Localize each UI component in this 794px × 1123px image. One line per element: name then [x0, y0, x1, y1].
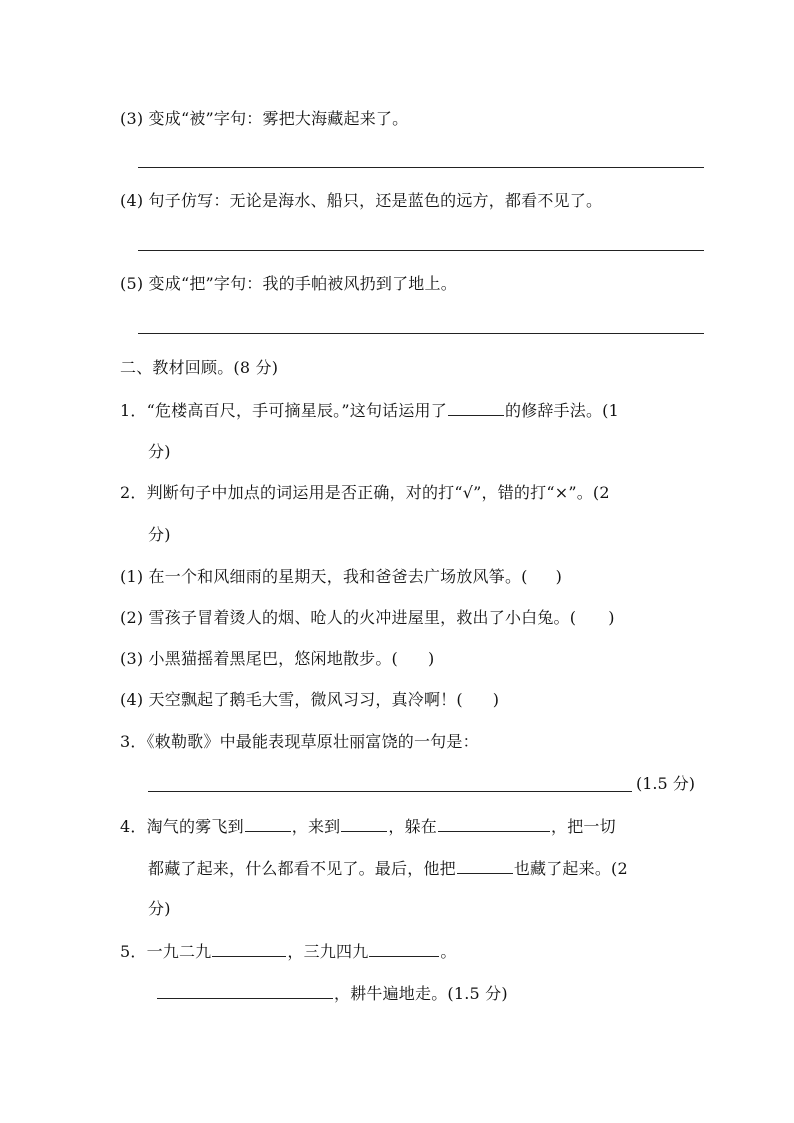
s2-q5-text-3: 。	[440, 942, 457, 961]
s2-q5-text-1: 5．一九二九	[120, 942, 212, 961]
s2-q4-blank-3[interactable]	[438, 815, 550, 832]
section-2-title: 二、教材回顾。(8 分)	[120, 358, 279, 377]
s2-q5-blank-2[interactable]	[369, 940, 439, 957]
s2-q1-text-before: 1．“危楼高百尺，手可摘星辰。”这句话运用了	[120, 401, 447, 420]
s2-q1-score-cont: 分)	[148, 442, 171, 461]
s2-question-3: 3．《敕勒歌》中最能表现草原壮丽富饶的一句是：	[120, 732, 479, 751]
s2-q1-text-after: 的修辞手法。(1	[504, 401, 619, 420]
s2-q4-blank-4[interactable]	[457, 857, 513, 874]
answer-line-q3[interactable]	[138, 167, 704, 168]
s2-q4-text-1: 4．淘气的雾飞到	[120, 817, 244, 836]
s2-q3-answer-line[interactable]	[148, 791, 632, 792]
s2-q2-item-1-close: )	[555, 567, 563, 586]
s2-q4-blank-1[interactable]	[245, 815, 291, 832]
s2-q2-item-4	[120, 689, 499, 711]
answer-line-q4[interactable]	[138, 250, 704, 251]
s2-q5-blank-1[interactable]	[212, 940, 286, 957]
s2-q2-item-1	[120, 566, 562, 588]
question-4-imitation: (4) 句子仿写：无论是海水、船只，还是蓝色的远方，都看不见了。	[120, 191, 603, 210]
s2-q5-line-2	[156, 982, 508, 1005]
s2-q5-blank-3[interactable]	[157, 982, 333, 999]
s2-question-1	[120, 399, 619, 422]
s2-q5-text-4: ，耕牛遍地走。(1.5 分)	[334, 984, 508, 1003]
s2-q1-blank[interactable]	[448, 399, 504, 416]
s2-q3-score: (1.5 分)	[636, 774, 696, 793]
s2-q4-text-3: ，躲在	[388, 817, 437, 836]
s2-q2-score-cont: 分)	[148, 525, 171, 544]
s2-q4-text-6: 也藏了起来。(2	[513, 859, 628, 878]
s2-q5-text-2: ，三九四九	[287, 942, 369, 961]
s2-q2-item-2	[120, 607, 615, 629]
s2-q2-item-3-close: )	[428, 649, 435, 668]
s2-question-2: 2．判断句子中加点的词运用是否正确，对的打“√”，错的打“×”。(2	[120, 483, 610, 502]
s2-q2-item-2-text: (2) 雪孩子冒着烫人的烟、呛人的火冲进屋里，救出了小白兔。(	[120, 608, 577, 627]
s2-q4-text-4: ，把一切	[551, 817, 616, 836]
answer-line-q5[interactable]	[138, 333, 704, 334]
question-5-ba-sentence: (5) 变成“把”字句：我的手帕被风扔到了地上。	[120, 274, 457, 293]
s2-q4-blank-2[interactable]	[341, 815, 387, 832]
s2-q2-item-3	[120, 648, 434, 670]
s2-q4-line-2	[148, 857, 628, 880]
s2-q2-item-4-text: (4) 天空飘起了鹅毛大雪，微风习习，真冷啊！(	[120, 690, 463, 709]
s2-q2-item-4-close: )	[492, 690, 500, 709]
s2-q2-item-1-text: (1) 在一个和风细雨的星期天，我和爸爸去广场放风筝。(	[120, 567, 528, 586]
s2-question-5	[120, 940, 457, 963]
s2-q2-item-2-close: )	[608, 608, 615, 627]
s2-q4-score-cont: 分)	[148, 899, 171, 918]
s2-q4-text-2: ，来到	[291, 817, 341, 836]
s2-question-4	[120, 815, 616, 838]
s2-q2-item-3-text: (3) 小黑猫摇着黑尾巴，悠闲地散步。(	[120, 649, 398, 668]
s2-q4-text-5: 都藏了起来，什么都看不见了。最后，他把	[148, 859, 456, 878]
question-3-sentence-transform: (3) 变成“被”字句：雾把大海藏起来了。	[120, 109, 409, 128]
